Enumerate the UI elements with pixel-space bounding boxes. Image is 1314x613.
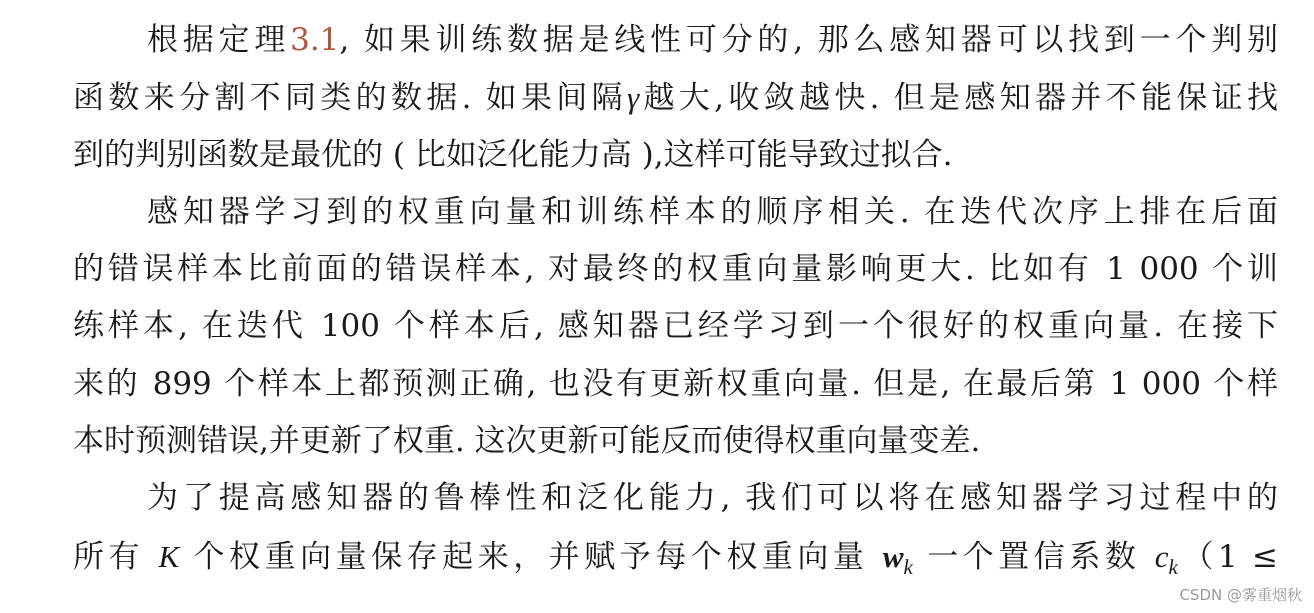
theorem-reference-link[interactable]: 3.1	[290, 22, 340, 58]
weight-vector-subscript: k	[903, 554, 913, 579]
text-span: 根据定理	[147, 22, 291, 58]
document-body	[73, 12, 1278, 585]
paragraph-2-line-5: 本时预测错误,并更新了权重. 这次更新可能反而使得权重向量变差.	[73, 423, 981, 460]
paragraph-2-line-3: 练样本, 在迭代 100 个样本后, 感知器已经学习到一个很好的权重向量. 在接下	[73, 308, 1278, 345]
text-span: 一个置信系数	[912, 538, 1155, 575]
text-span: 所有	[73, 538, 159, 575]
paragraph-2-line-4: 来的 899 个样本上都预测正确, 也没有更新权重向量. 但是, 在最后第 1 000 个样	[73, 365, 1278, 402]
gamma-symbol: γ	[626, 80, 640, 116]
paragraph-1-line-2	[73, 69, 1278, 126]
weight-vector-symbol: w	[882, 538, 904, 574]
math-k: K	[158, 538, 180, 574]
text-span: 越大,收敛越快. 但是感知器并不能保证找	[639, 80, 1278, 117]
paragraph-3-line-2	[73, 528, 1278, 585]
text-span: 函数来分割不同类的数据. 如果间隔	[73, 80, 627, 117]
text-span: （1 ≤	[1177, 538, 1278, 575]
text-span: 个权重向量保存起来，并赋予每个权重向量	[179, 538, 883, 575]
paragraph-2-line-1: 感知器学习到的权重向量和训练样本的顺序相关. 在迭代次序上排在后面	[147, 193, 1278, 230]
csdn-watermark: CSDN @雾重烟秋	[1179, 586, 1302, 604]
confidence-symbol: c	[1154, 538, 1169, 574]
paragraph-3-line-1: 为了提高感知器的鲁棒性和泛化能力, 我们可以将在感知器学习过程中的	[147, 480, 1278, 517]
text-span: , 如果训练数据是线性可分的, 那么感知器可以找到一个判别	[339, 22, 1278, 58]
paragraph-2-line-2: 的错误样本比前面的错误样本, 对最终的权重向量影响更大. 比如有 1 000 个训	[73, 251, 1278, 288]
paragraph-1-line-3: 到的判别函数是最优的 ( 比如泛化能力高 ),这样可能导致过拟合.	[73, 136, 953, 173]
paragraph-1-line-1	[73, 12, 1278, 69]
confidence-subscript: k	[1168, 554, 1178, 579]
